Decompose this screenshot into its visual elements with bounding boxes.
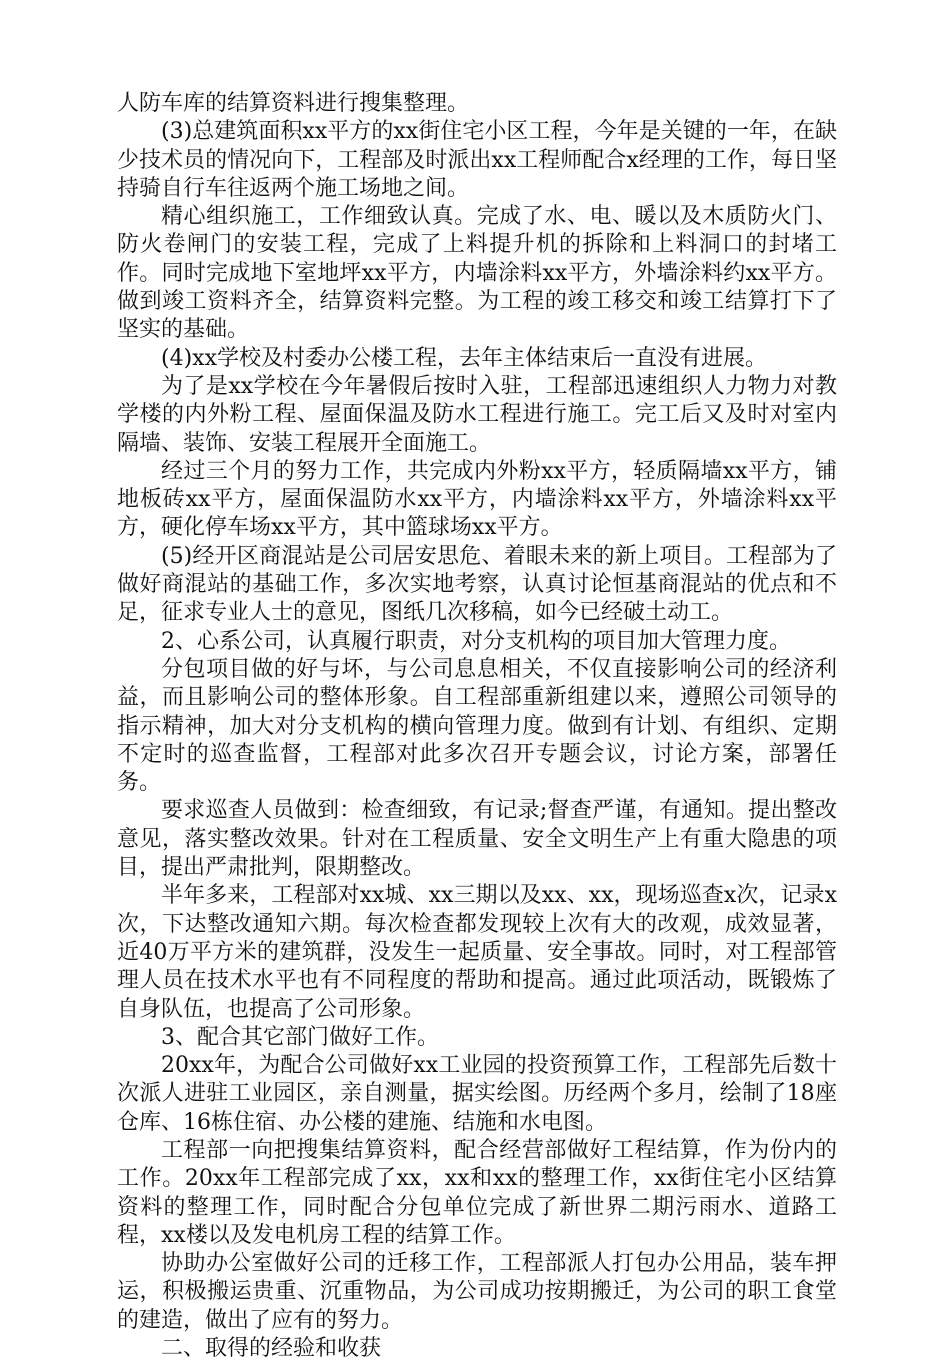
document-page: [117, 90, 837, 1363]
paragraph: 半年多来，工程部对xx城、xx三期以及xx、xx，现场巡查x次，记录x次，下达整改通知六期。每次检查都发现较上次有大的改观，成效显著，近40万平方米的建筑群，没发生一起质量、安全事故。同时，对工程部管理人员在技术水平也有不同程度的帮助和提高。通过此项活动，既锻炼了自身队伍，也提高了公司形象。: [117, 883, 837, 1022]
paragraph: 经过三个月的努力工作，共完成内外粉xx平方，轻质隔墙xx平方，铺地板砖xx平方，屋面保温防水xx平方，内墙涂料xx平方，外墙涂料xx平方，硬化停车场xx平方，其中篮球场xx平方。: [117, 458, 837, 541]
paragraph: 分包项目做的好与坏，与公司息息相关，不仅直接影响公司的经济利益，而且影响公司的整体形象。自工程部重新组建以来，遵照公司领导的指示精神，加大对分支机构的横向管理力度。做到有计划、有组织、定期不定时的巡查监督，工程部对此多次召开专题会议，讨论方案，部署任务。: [117, 656, 837, 796]
paragraph: 要求巡查人员做到：检查细致，有记录;督查严谨，有通知。提出整改意见，落实整改效果。针对在工程质量、安全文明生产上有重大隐患的项目，提出严肃批判，限期整改。: [117, 798, 837, 881]
paragraph: 为了是xx学校在今年暑假后按时入驻，工程部迅速组织人力物力对教学楼的内外粉工程、屋面保温及防水工程进行施工。完工后又及时对室内隔墙、装饰、安装工程展开全面施工。: [117, 373, 837, 456]
section-heading: 2、心系公司，认真履行职责，对分支机构的项目加大管理力度。: [161, 628, 791, 654]
section-heading: 二、取得的经验和收获: [161, 1336, 382, 1362]
paragraph: (4)xx学校及村委办公楼工程，去年主体结束后一直没有进展。: [161, 345, 767, 371]
paragraph: 人防车库的结算资料进行搜集整理。: [117, 91, 470, 116]
paragraph: (5)经开区商混站是公司居安思危、着眼未来的新上项目。工程部为了做好商混站的基础工作，多次实地考察，认真讨论恒基商混站的优点和不足，征求专业人士的意见，图纸几次移稿，如今已经破土动工。: [117, 543, 837, 626]
paragraph: 精心组织施工，工作细致认真。完成了水、电、暖以及木质防火门、防火卷闸门的安装工程，完成了上料提升机的拆除和上料洞口的封堵工作。同时完成地下室地坪xx平方，内墙涂料xx平方，外墙涂料约xx平方。做到竣工资料齐全，结算资料完整。为工程的竣工移交和竣工结算打下了坚实的基础。: [117, 204, 837, 343]
section-heading: 3、配合其它部门做好工作。: [161, 1024, 439, 1050]
paragraph: 工程部一向把搜集结算资料，配合经营部做好工程结算，作为份内的工作。20xx年工程部完成了xx，xx和xx的整理工作，xx街住宅小区结算资料的整理工作，同时配合分包单位完成了新世界二期污雨水、道路工程，xx楼以及发电机房工程的结算工作。: [117, 1137, 837, 1248]
paragraph: (3)总建筑面积xx平方的xx街住宅小区工程，今年是关键的一年，在缺少技术员的情况向下，工程部及时派出xx工程师配合x经理的工作，每日坚持骑自行车往返两个施工场地之间。: [117, 119, 837, 201]
paragraph: 20xx年，为配合公司做好xx工业园的投资预算工作，工程部先后数十次派人进驻工业园区，亲自测量，据实绘图。历经两个多月，绘制了18座仓库、16栋住宿、办公楼的建施、结施和水电图。: [117, 1053, 837, 1135]
paragraph: 协助办公室做好公司的迁移工作，工程部派人打包办公用品，装车押运，积极搬运贵重、沉重物品，为公司成功按期搬迁，为公司的职工食堂的建造，做出了应有的努力。: [117, 1251, 837, 1333]
